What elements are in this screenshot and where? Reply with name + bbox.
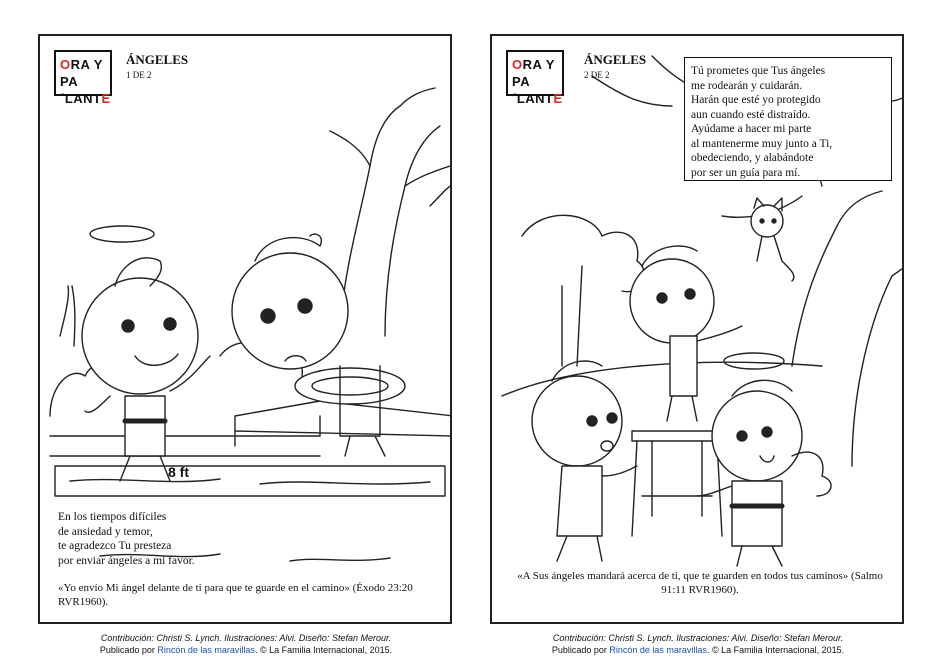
- logo-line2: PA´LANT: [512, 74, 554, 106]
- depth-sign: 8 ft: [168, 464, 189, 480]
- page-number: 1 DE 2: [126, 70, 152, 80]
- prayer-line: me rodearán y cuidarán.: [691, 79, 803, 92]
- page-number: 2 DE 2: [584, 70, 610, 80]
- prayer-line: Tú prometes que Tus ángeles: [691, 65, 826, 77]
- prayer-textbox: [684, 57, 892, 181]
- prayer-line: de ansiedad y temor,: [58, 525, 153, 538]
- prayer-line: por ser un guía para mí.: [691, 166, 801, 179]
- publisher-line: Publicado por Rincón de las maravillas. © La Familia Internacional, 2015.: [551, 645, 845, 655]
- prayer-line: aun cuando esté distraído.: [691, 108, 811, 121]
- ora-y-palante-logo: ORA Y PA´LANTE: [54, 50, 112, 96]
- prayer-line: Harán que esté yo protegido: [691, 94, 821, 106]
- coloring-page-1: [38, 34, 452, 624]
- prayer-line: Ayúdame a hacer mi parte: [691, 123, 812, 135]
- prayer-line: En los tiempos difíciles: [58, 511, 167, 523]
- prayer-line: por enviar ángeles a mi favor.: [58, 554, 195, 567]
- footer-credits-1: [36, 632, 456, 656]
- ora-y-palante-logo: ORA Y PA´LANTE: [506, 50, 564, 96]
- bible-verse: «A Sus ángeles mandará acerca de ti, que te guarden en todos tus caminos» (Salmo 91:11 RVR1960).: [517, 570, 883, 596]
- publisher-link[interactable]: Rincón de las maravillas: [157, 645, 255, 655]
- prayer-text: [58, 510, 195, 568]
- prayer-line: te agradezco Tu presteza: [58, 540, 172, 552]
- credits-line: Contribución: Christi S. Lynch. Ilustraciones: Alvi. Diseño: Stefan Merour.: [552, 633, 844, 643]
- logo-line2: PA´LANT: [60, 74, 102, 106]
- publisher-link[interactable]: Rincón de las maravillas: [609, 645, 707, 655]
- coloring-page-2: [490, 34, 904, 624]
- bible-verse: «Yo envío Mi ángel delante de ti para que te guarde en el camino» (Éxodo 23:20 RVR1960).: [58, 582, 413, 608]
- prayer-line: al mantenerme muy junto a Ti,: [691, 137, 833, 150]
- publisher-line: Publicado por Rincón de las maravillas. © La Familia Internacional, 2015.: [99, 645, 393, 655]
- page-title: ÁNGELES: [126, 52, 189, 67]
- credits-line: Contribución: Christi S. Lynch. Ilustraciones: Alvi. Diseño: Stefan Merour.: [100, 633, 392, 643]
- prayer-line: obedeciendo, y alabándote: [691, 152, 814, 164]
- footer-credits-2: [488, 632, 908, 656]
- page-title: ÁNGELES: [584, 52, 647, 67]
